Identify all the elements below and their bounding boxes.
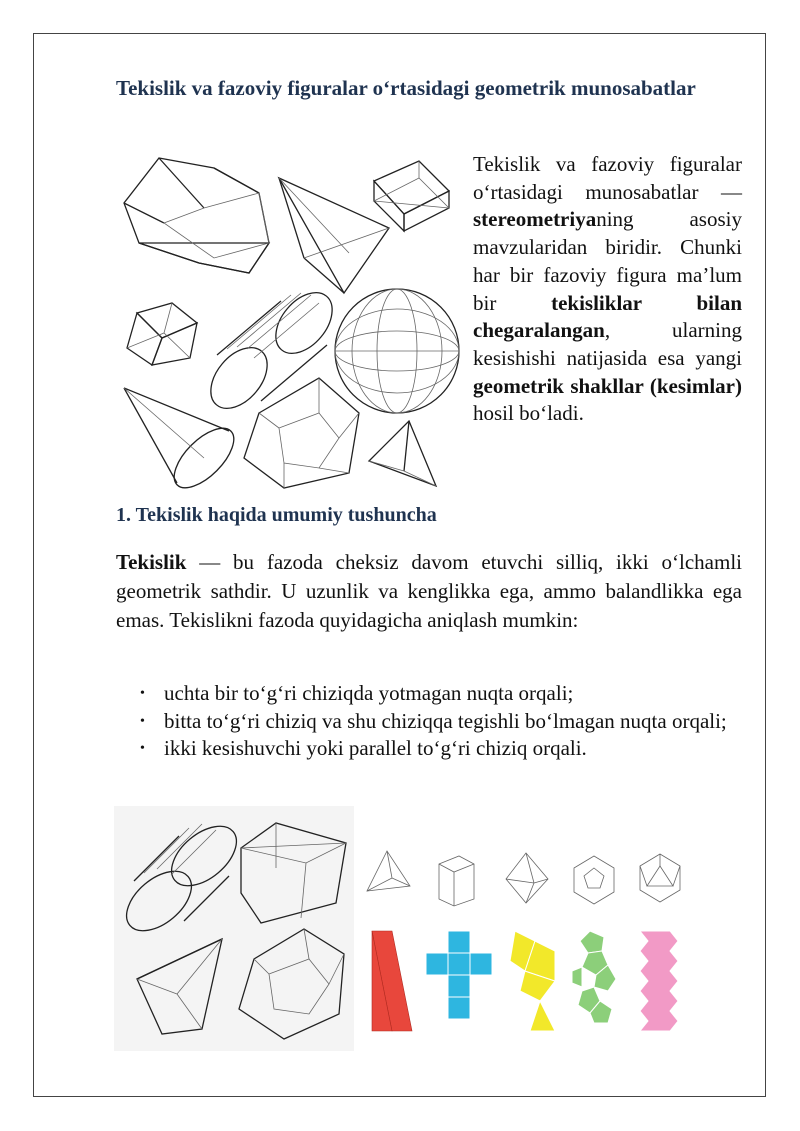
tetrahedron-net	[372, 931, 412, 1031]
cube-icon	[439, 856, 474, 906]
list-item-text: uchta bir to‘g‘ri chiziqda yotmagan nuqta orqali;	[164, 681, 574, 705]
cylinder	[116, 815, 248, 943]
cylinder	[200, 282, 344, 419]
icosahedron-icon	[640, 854, 680, 902]
list-item	[116, 735, 742, 763]
definition-term: Tekislik	[116, 550, 187, 574]
pentagonal-solid	[244, 378, 359, 488]
dodecahedron-net	[572, 931, 616, 1023]
solids-illustration	[114, 148, 464, 493]
definition-paragraph	[116, 548, 742, 635]
pyramid	[137, 939, 222, 1034]
tetrahedron	[369, 421, 436, 486]
bullet-icon: •	[140, 741, 145, 756]
intro-bold-bounded: tekisliklar bilan chegaralangan	[473, 290, 743, 343]
cube	[241, 823, 346, 923]
pentagonal-solid	[239, 929, 344, 1039]
intro-text-3: , ularning kesishishi natijasida esa yangi	[473, 318, 742, 370]
section-heading: 1. Tekislik haqida umumiy tushuncha	[116, 504, 437, 526]
definition-text: — bu fazoda cheksiz davom etuvchi silliq, ikki o‘lchamli geometrik sathdir. U uzunlik va kenglikka ega, ammo balandlikka ega emas. Tekislikni fazoda quyidagicha aniqlash mumkin:	[116, 550, 742, 632]
tetrahedron-icon	[367, 851, 410, 891]
intro-text-1: Tekislik va fazoviy figuralar o‘rtasidagi munosabatlar —	[473, 152, 742, 204]
pyramid	[279, 178, 389, 293]
cone	[124, 388, 244, 493]
solids-illustration-2	[114, 806, 354, 1051]
octahedron-net	[510, 931, 555, 1031]
list-item-text: ikki kesishuvchi yoki parallel to‘g‘ri chiziq orqali.	[164, 736, 587, 760]
list-item	[116, 680, 742, 708]
list-item-text: bitta to‘g‘ri chiziq va shu chiziqqa tegishli bo‘lmagan nuqta orqali;	[164, 708, 727, 733]
intro-text-4: hosil bo‘ladi.	[473, 401, 584, 426]
hexagonal-prism	[124, 158, 269, 273]
intro-paragraph	[473, 151, 742, 428]
intro-bold-stereometry: stereometriya	[473, 207, 597, 232]
intro-bold-shapes: geometrik shakllar (kesimlar)	[473, 373, 742, 398]
cube-net	[426, 931, 492, 1019]
bullet-list	[116, 680, 742, 763]
list-item	[116, 708, 742, 736]
bullet-icon: •	[140, 686, 145, 701]
page-title: Tekislik va fazoviy figuralar o‘rtasidagi geometrik munosabatlar	[116, 76, 696, 100]
cuboid	[374, 161, 449, 231]
platonic-solids-nets	[362, 846, 692, 1041]
dodecahedron-icon	[574, 856, 614, 904]
intro-text-2: ning asosiy mavzularidan biridir. Chunki har bir fazoviy figura ma’lum bir	[473, 207, 742, 315]
sphere	[335, 289, 459, 413]
bullet-icon: •	[140, 713, 145, 729]
icosahedron-net	[640, 931, 678, 1031]
small-cube	[127, 303, 197, 365]
octahedron-icon	[506, 853, 548, 903]
